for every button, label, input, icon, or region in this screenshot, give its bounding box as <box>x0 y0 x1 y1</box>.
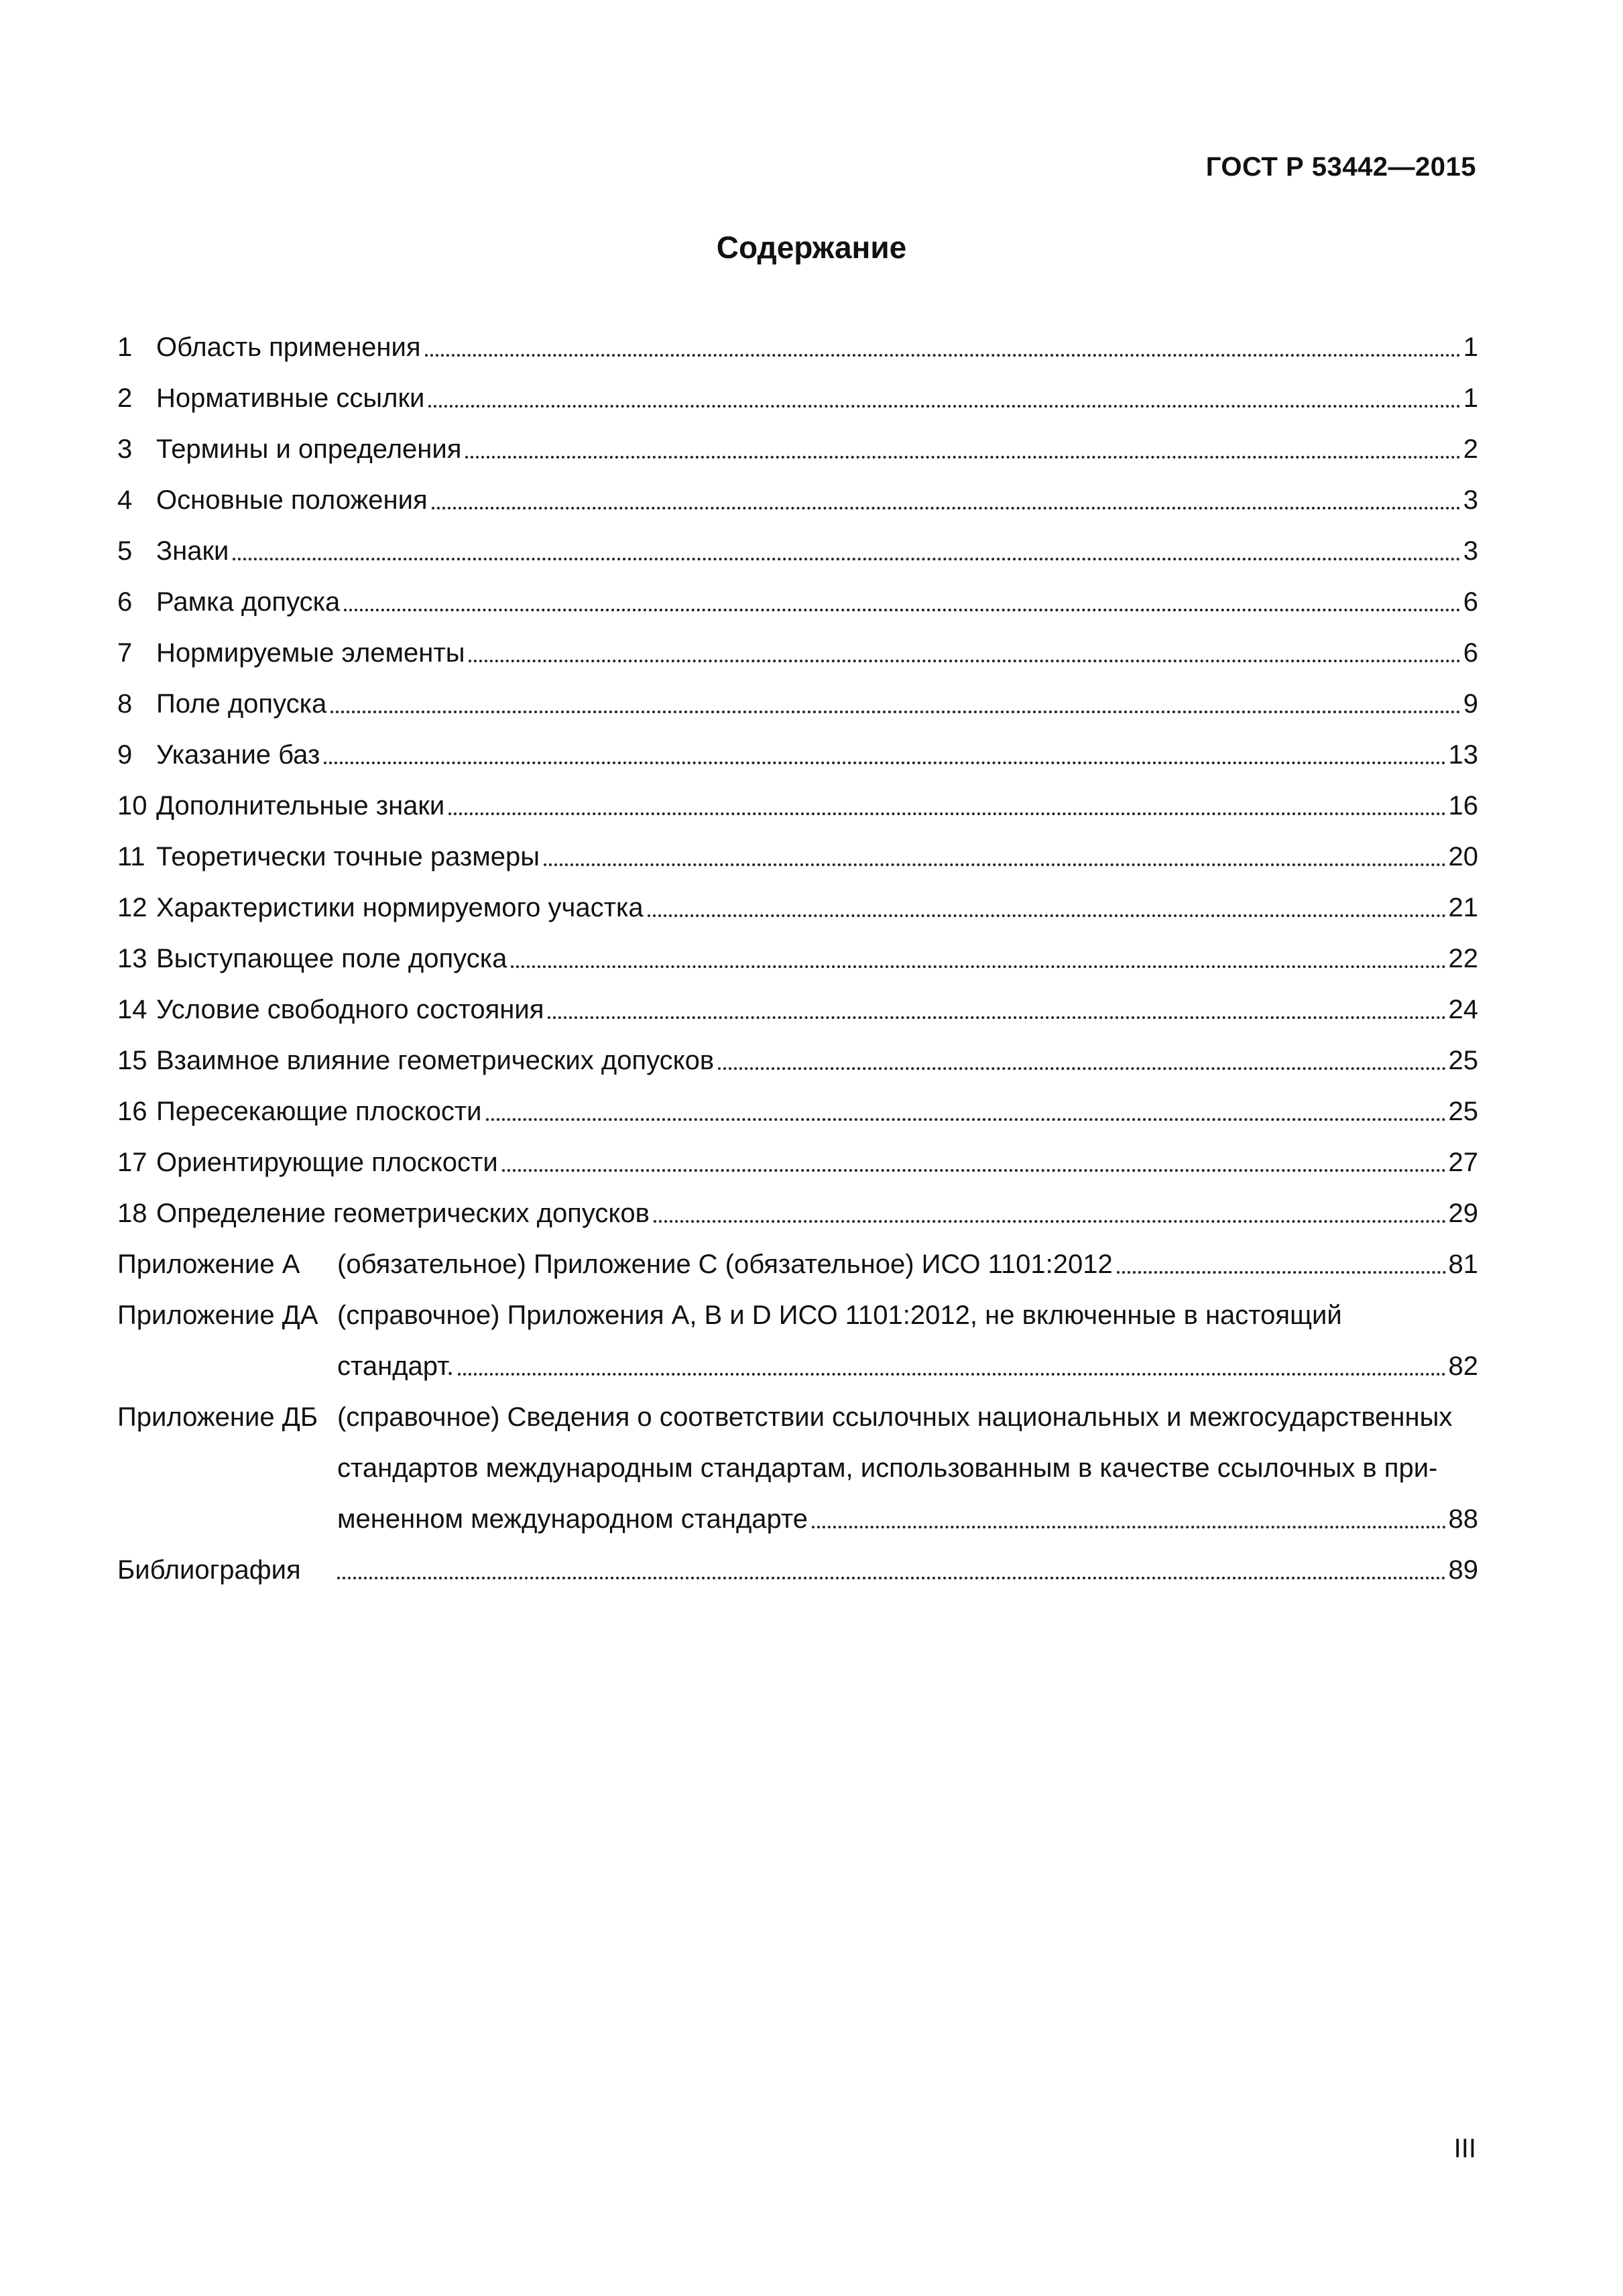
toc-entry-label: Определение геометрических допусков <box>156 1199 650 1228</box>
appendix-line <box>337 1229 1478 1280</box>
toc-entry-number: 3 <box>117 434 133 464</box>
dot-leader <box>654 1219 1446 1223</box>
toc-entry-16[interactable] <box>117 1076 1478 1127</box>
toc-entry-label: Теоретически точные размеры <box>156 842 540 871</box>
toc-entry-15[interactable] <box>117 1025 1478 1076</box>
toc-entry-number: 9 <box>117 740 133 770</box>
toc-entry-1[interactable] <box>117 312 1478 363</box>
toc-entry-label: Знаки <box>156 536 229 566</box>
appendix-name: Приложение ДБ <box>117 1402 318 1432</box>
toc-entry-page: 9 <box>1463 689 1478 719</box>
toc-entry-page: 1 <box>1463 383 1478 413</box>
toc-entry-number: 12 <box>117 893 147 922</box>
toc-entry-label: Термины и определения <box>156 434 462 464</box>
appendix-name: Приложение ДА <box>117 1301 318 1330</box>
toc-entry-5[interactable] <box>117 516 1478 566</box>
toc-entry-number: 16 <box>117 1097 147 1126</box>
toc-entry-page: 20 <box>1448 842 1478 871</box>
dot-leader <box>428 404 1460 408</box>
dot-leader <box>344 608 1460 611</box>
appendix-title-line-2: стандарт. <box>337 1351 455 1381</box>
toc-entry-label: Рамка допуска <box>156 587 341 617</box>
dot-leader <box>330 710 1461 713</box>
toc-entry-page: 27 <box>1448 1148 1478 1177</box>
toc-entry-number: 14 <box>117 995 147 1024</box>
toc-entry-page: 25 <box>1448 1046 1478 1075</box>
appendix-page: 81 <box>1448 1250 1478 1279</box>
toc-entry-label: Ориентирующие плоскости <box>156 1148 498 1177</box>
appendix-title-line-3: мененном международном стандарте <box>337 1504 808 1534</box>
page-title: Содержание <box>716 230 907 265</box>
toc-entry-number: 2 <box>117 383 133 413</box>
toc-entry-label: Область применения <box>156 333 421 362</box>
toc-entry-page: 3 <box>1463 485 1478 515</box>
bibliography-page: 89 <box>1448 1555 1478 1585</box>
dot-leader <box>324 761 1445 764</box>
toc-entry-page: 25 <box>1448 1097 1478 1126</box>
toc-entry-6[interactable] <box>117 566 1478 617</box>
toc-entry-page: 13 <box>1448 740 1478 770</box>
toc-entry-number: 6 <box>117 587 133 617</box>
toc-entry-number: 8 <box>117 689 133 719</box>
dot-leader <box>502 1168 1446 1172</box>
appendix-name: Приложение А <box>117 1250 300 1279</box>
toc-entry-page: 22 <box>1448 944 1478 973</box>
dot-leader <box>469 659 1460 662</box>
toc-entry-number: 13 <box>117 944 147 973</box>
bibliography-label: Библиография <box>117 1555 301 1585</box>
toc-entry-label: Нормативные ссылки <box>156 383 425 413</box>
toc-entry-page: 1 <box>1463 333 1478 362</box>
dot-leader <box>648 914 1446 917</box>
dot-leader <box>486 1117 1446 1121</box>
toc-entry-7[interactable] <box>117 617 1478 668</box>
toc-entry-4[interactable] <box>117 465 1478 516</box>
toc-entry-9[interactable] <box>117 719 1478 770</box>
toc-entry-number: 18 <box>117 1199 147 1228</box>
toc-entry-page: 6 <box>1463 638 1478 668</box>
toc-entry-number: 10 <box>117 791 147 821</box>
dot-leader <box>548 1016 1445 1019</box>
toc-entry-label: Поле допуска <box>156 689 327 719</box>
dot-leader <box>1117 1270 1446 1274</box>
toc-entry-13[interactable] <box>117 923 1478 974</box>
toc-entry-3[interactable] <box>117 414 1478 465</box>
toc-entry-label: Характеристики нормируемого участка <box>156 893 644 922</box>
toc-entry-page: 16 <box>1448 791 1478 821</box>
toc-entry-number: 7 <box>117 638 133 668</box>
appendix-title-line-1: (справочное) Сведения о соответствии ссылочных национальных и межгосударственных <box>337 1402 1453 1432</box>
toc-entry-label: Выступающее поле допуска <box>156 944 507 973</box>
table-of-contents <box>117 312 1478 1585</box>
appendix-line <box>337 1484 1478 1534</box>
dot-leader <box>465 455 1460 459</box>
toc-entry-page: 29 <box>1448 1199 1478 1228</box>
dot-leader <box>337 1576 1446 1579</box>
toc-entry-10[interactable] <box>117 770 1478 821</box>
toc-entry-11[interactable] <box>117 821 1478 872</box>
toc-appendix-db[interactable] <box>117 1382 1478 1534</box>
toc-entry-label: Основные положения <box>156 485 428 515</box>
dot-leader <box>432 506 1461 509</box>
toc-entry-18[interactable] <box>117 1178 1478 1229</box>
dot-leader <box>511 965 1445 968</box>
toc-entry-17[interactable] <box>117 1127 1478 1178</box>
toc-entry-label: Пересекающие плоскости <box>156 1097 482 1126</box>
toc-entry-page: 3 <box>1463 536 1478 566</box>
toc-entry-label: Взаимное влияние геометрических допусков <box>156 1046 715 1075</box>
toc-entry-label: Дополнительные знаки <box>156 791 445 821</box>
appendix-page: 82 <box>1448 1351 1478 1381</box>
dot-leader <box>425 353 1461 357</box>
appendix-title-line-2: стандартов международным стандартам, использованным в качестве ссылочных в при- <box>337 1453 1438 1483</box>
appendix-title-line-1: (справочное) Приложения A, B и D ИСО 1101:2012, не включенные в настоящий <box>337 1301 1342 1330</box>
toc-entry-label: Нормируемые элементы <box>156 638 465 668</box>
appendix-body <box>337 1229 1478 1280</box>
bibliography-line <box>337 1534 1478 1585</box>
toc-entry-number: 5 <box>117 536 133 566</box>
bibliography-body <box>337 1534 1478 1585</box>
appendix-body <box>337 1382 1478 1534</box>
toc-entry-label: Указание баз <box>156 740 320 770</box>
toc-entry-page: 21 <box>1448 893 1478 922</box>
toc-entry-12[interactable] <box>117 872 1478 923</box>
toc-entry-8[interactable] <box>117 668 1478 719</box>
toc-entry-page: 2 <box>1463 434 1478 464</box>
toc-entry-number: 4 <box>117 485 133 515</box>
appendix-body <box>337 1280 1478 1382</box>
toc-entry-number: 15 <box>117 1046 147 1075</box>
page-number: III <box>1453 2134 1476 2163</box>
dot-leader <box>718 1067 1445 1070</box>
appendix-title: (обязательное) Приложение С (обязательное) ИСО 1101:2012 <box>337 1250 1113 1279</box>
toc-entry-number: 11 <box>117 842 145 871</box>
document-code: ГОСТ Р 53442—2015 <box>1205 152 1476 182</box>
toc-entry-number: 17 <box>117 1148 147 1177</box>
toc-appendix-da[interactable] <box>117 1280 1478 1382</box>
toc-entry-14[interactable] <box>117 974 1478 1025</box>
toc-appendix-a[interactable] <box>117 1229 1478 1280</box>
dot-leader <box>812 1525 1445 1528</box>
toc-entry-2[interactable] <box>117 363 1478 414</box>
toc-entry-page: 6 <box>1463 587 1478 617</box>
toc-entry-page: 24 <box>1448 995 1478 1024</box>
toc-bibliography[interactable] <box>117 1534 1478 1585</box>
appendix-line <box>337 1331 1478 1382</box>
dot-leader <box>458 1372 1445 1376</box>
appendix-page: 88 <box>1448 1504 1478 1534</box>
dot-leader <box>448 812 1445 815</box>
toc-entry-number: 1 <box>117 333 133 362</box>
dot-leader <box>233 557 1460 560</box>
toc-entry-label: Условие свободного состояния <box>156 995 544 1024</box>
dot-leader <box>544 863 1446 866</box>
